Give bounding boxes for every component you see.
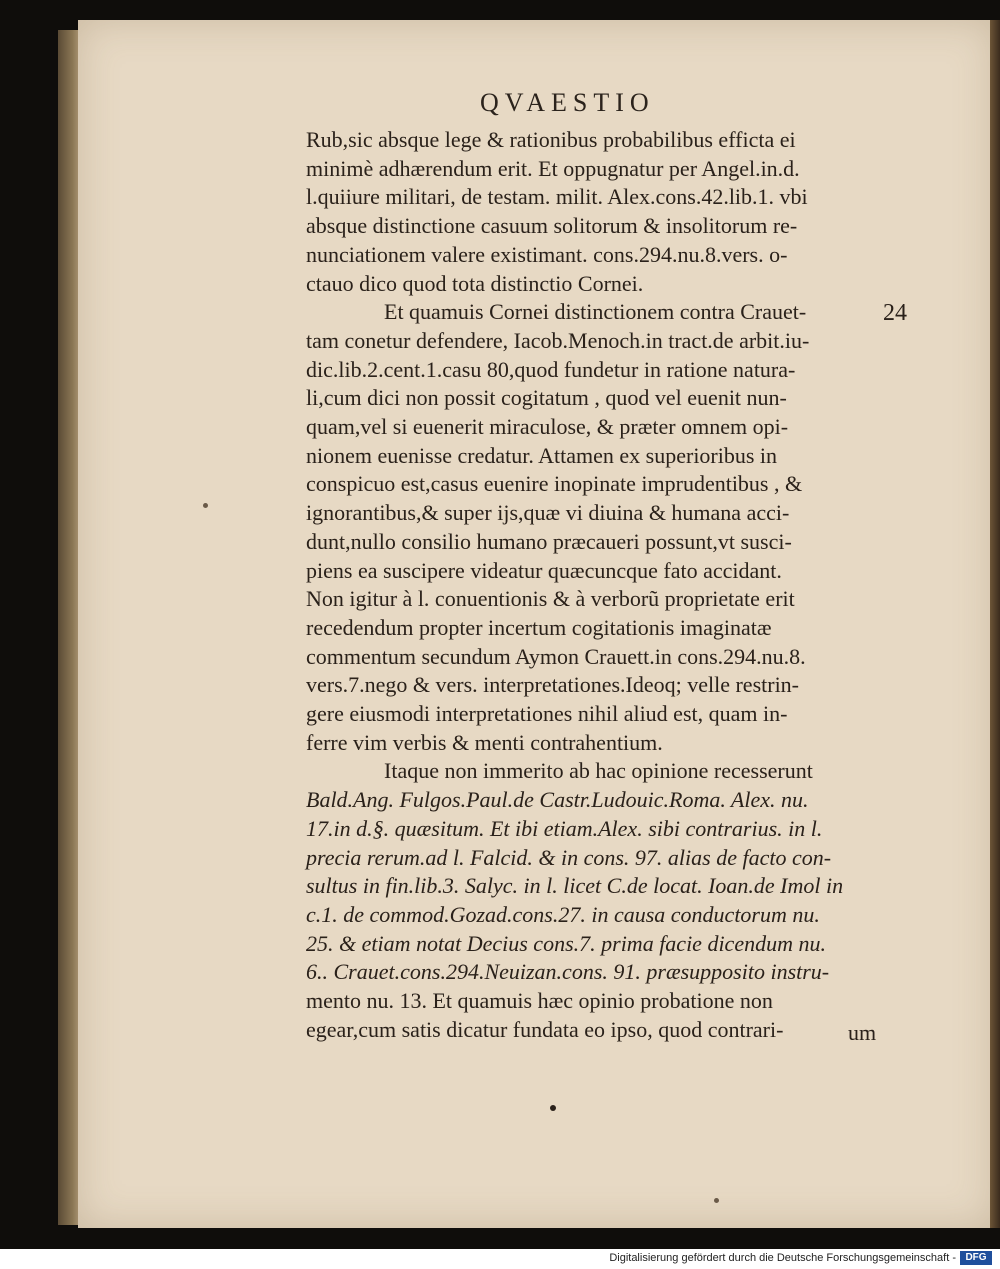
text-line: Non igitur à l. conuentionis & à verborũ proprietate erit — [306, 586, 795, 612]
text-line: vers.7.nego & vers. interpretationes.Ideoq; velle restrin- — [306, 672, 800, 698]
text-line: Itaque non immerito ab hac opinione recesserunt — [384, 758, 813, 784]
text-line: gere eiusmodi interpretationes nihil aliud est, quam in- — [306, 701, 788, 727]
paragraph-2-cont — [306, 327, 896, 758]
text-line: egear,cum satis dicatur fundata eo ipso, quod contrari- — [306, 1016, 784, 1042]
paragraph-3-cont — [306, 786, 896, 1044]
text-line-italic: Bald.Ang. Fulgos.Paul.de Castr.Ludouic.Roma. Alex. nu. — [306, 787, 809, 813]
text-line-italic: c.1. de commod.Gozad.cons.27. in causa conductorum nu. — [306, 901, 820, 927]
main-text-block — [306, 126, 896, 1045]
paragraph-3 — [306, 757, 896, 786]
text-line-italic: precia rerum.ad l. Falcid. & in cons. 97. alias de facto con- — [306, 844, 832, 870]
text-line-italic: 6.. Crauet.cons.294.Neuizan.cons. 91. præsupposito instru- — [306, 959, 830, 985]
text-line: quam,vel si euenerit miraculose, & præter omnem opi- — [306, 414, 789, 440]
digitization-credit: Digitalisierung gefördert durch die Deutsche Forschungsgemeinschaft - — [609, 1252, 956, 1264]
paragraph-2 — [306, 298, 896, 327]
paragraph-1 — [306, 126, 896, 298]
text-line: dunt,nullo consilio humano præcaueri possunt,vt susci- — [306, 528, 792, 554]
margin-number: 24 — [883, 300, 907, 326]
text-line-italic: sultus in fin.lib.3. Salyc. in l. licet C.de locat. Ioan.de Imol in — [306, 873, 844, 899]
text-line: Et quamuis Cornei distinctionem contra Crauet- — [384, 299, 807, 325]
text-line: ignorantibus,& super ijs,quæ vi diuina & humana acci- — [306, 500, 790, 526]
ink-spot — [550, 1105, 556, 1111]
text-line: piens ea suscipere videatur quæcuncque fato accidant. — [306, 557, 782, 583]
text-line: Rub,sic absque lege & rationibus probabilibus efficta ei — [306, 127, 796, 152]
text-line: li,cum dici non possit cogitatum , quod vel euenit nun- — [306, 385, 787, 411]
text-line: mento nu. 13. Et quamuis hæc opinio probatione non — [306, 988, 773, 1014]
text-line: nionem euenisse credatur. Attamen ex superioribus in — [306, 442, 778, 468]
text-line: dic.lib.2.cent.1.casu 80,quod fundetur in ratione natura- — [306, 356, 796, 382]
catchword: um — [848, 1020, 877, 1045]
text-line: nunciationem valere existimant. cons.294.nu.8.vers. o- — [306, 241, 788, 267]
text-line-italic: 25. & etiam notat Decius cons.7. prima facie dicendum nu. — [306, 930, 826, 956]
ink-spot — [203, 503, 208, 508]
text-line: commentum secundum Aymon Crauett.in cons.294.nu.8. — [306, 643, 806, 669]
text-line: absque distinctione casuum solitorum & insolitorum re- — [306, 213, 798, 239]
running-title: QVAESTIO — [480, 88, 655, 117]
text-line: ferre vim verbis & menti contrahentium. — [306, 729, 663, 755]
page-right-edge — [990, 20, 1000, 1228]
dfg-logo: DFG — [960, 1251, 992, 1265]
text-line: recedendum propter incertum cogitationis imaginatæ — [306, 614, 772, 640]
text-line: minimè adhærendum erit. Et oppugnatur per Angel.in.d. — [306, 155, 800, 181]
text-line: ctauo dico quod tota distinctio Cornei. — [306, 270, 644, 296]
text-line: l.quiiure militari, de testam. milit. Alex.cons.42.lib.1. vbi — [306, 184, 808, 210]
text-line: tam conetur defendere, Iacob.Menoch.in tract.de arbit.iu- — [306, 327, 810, 353]
text-line: conspicuo est,casus euenire inopinate imprudentibus , & — [306, 471, 803, 497]
text-line-italic: 17.in d.§. quæsitum. Et ibi etiam.Alex. sibi contrarius. in l. — [306, 815, 823, 841]
ink-spot — [714, 1198, 719, 1203]
